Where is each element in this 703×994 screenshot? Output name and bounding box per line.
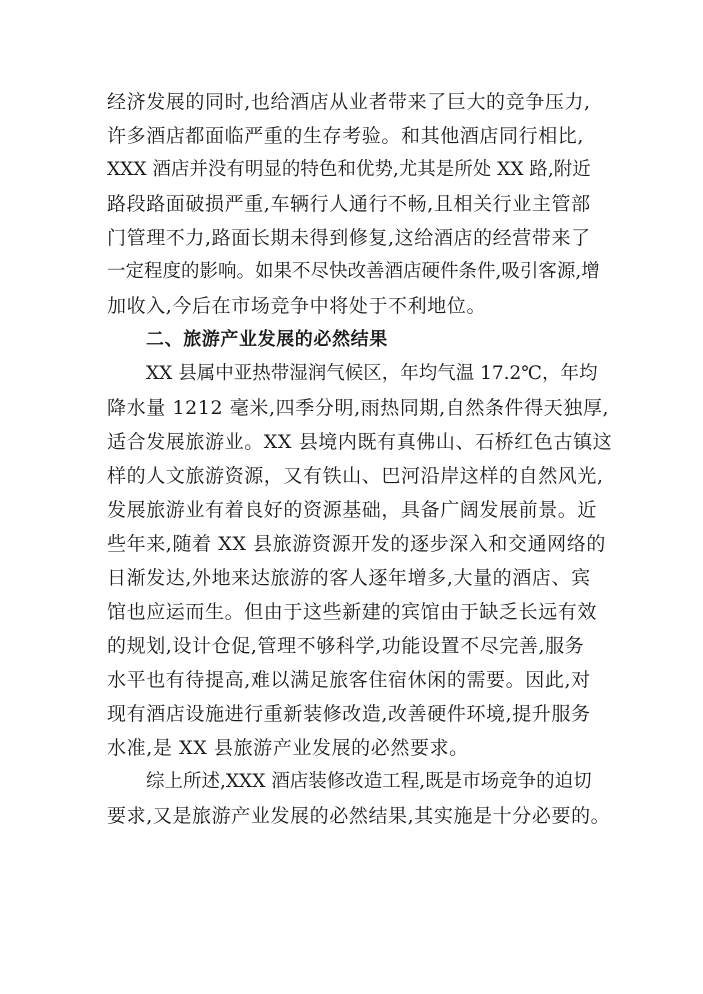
paragraph-line: 些年来,随着 XX 县旅游资源开发的逐步深入和交通网络的: [107, 533, 606, 555]
paragraph-line: 样的人文旅游资源，又有铁山、巴河沿岸这样的自然风光,: [107, 465, 604, 487]
paragraph-line: XXX 酒店并没有明显的特色和优势,尤其是所处 XX 路,附近: [107, 159, 591, 180]
paragraph-line: 经济发展的同时,也给酒店从业者带来了巨大的竞争压力,: [107, 91, 591, 113]
paragraph-line: 水准,是 XX 县旅游产业发展的必然要求。: [107, 737, 469, 759]
paragraph-line: 的规划,设计仓促,管理不够科学,功能设置不尽完善,服务: [107, 635, 585, 657]
paragraph-line: 许多酒店都面临严重的生存考验。和其他酒店同行相比,: [107, 125, 585, 147]
paragraph-line: 日渐发达,外地来达旅游的客人逐年增多,大量的酒店、宾: [107, 567, 591, 589]
paragraph-line: 一定程度的影响。如果不尽快改善酒店硬件条件,吸引客源,增: [107, 261, 600, 282]
paragraph-line: 水平也有待提高,难以满足旅客住宿休闲的需要。因此,对: [107, 669, 591, 691]
paragraph-line: 发展旅游业有着良好的资源基础，具备广阔发展前景。近: [107, 499, 598, 521]
paragraph-line: 降水量 1212 毫米,四季分明,雨热同期,自然条件得天独厚,: [107, 397, 610, 419]
paragraph-line: 加收入,今后在市场竞争中将处于不利地位。: [107, 295, 487, 317]
paragraph-line: 要求,又是旅游产业发展的必然结果,其实施是十分必要的。: [107, 805, 611, 827]
paragraph-line: 适合发展旅游业。XX 县境内既有真佛山、石桥红色古镇这: [107, 431, 613, 453]
paragraph-line: 现有酒店设施进行重新装修改造,改善硬件环境,提升服务: [107, 703, 591, 725]
paragraph-line: 门管理不力,路面长期未得到修复,这给酒店的经营带来了: [107, 227, 591, 249]
paragraph-line: 路段路面破损严重,车辆行人通行不畅,且相关行业主管部: [107, 193, 591, 215]
paragraph-line: 馆也应运而生。但由于这些新建的宾馆由于缺乏长远有效: [107, 601, 598, 623]
section-heading: 二、旅游产业发展的必然结果: [146, 329, 388, 350]
paragraph-line: 综上所述,XXX 酒店装修改造工程,既是市场竞争的迫切: [146, 771, 592, 792]
paragraph-line: XX 县属中亚热带湿润气候区，年均气温 17.2℃，年均: [146, 363, 598, 384]
